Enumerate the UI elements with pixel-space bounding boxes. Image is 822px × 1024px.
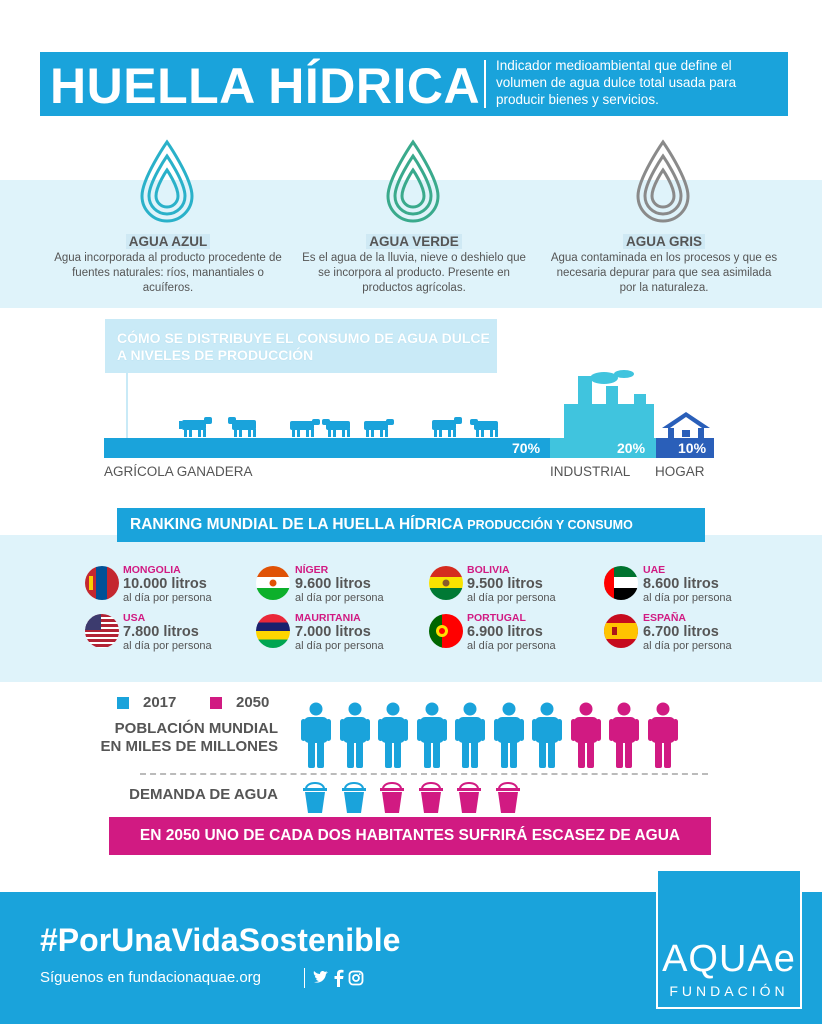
cow-icon — [360, 414, 396, 438]
cow-icon — [428, 414, 464, 438]
bucket-icon — [418, 780, 444, 814]
ranking-item-portugal — [467, 612, 556, 653]
mongolia-flag-icon — [85, 566, 119, 600]
ranking-item-bolivia — [467, 564, 556, 605]
country-name: PORTUGAL — [467, 612, 526, 624]
bucket-icon — [341, 780, 367, 814]
ranking-item-spain — [643, 612, 732, 653]
agricultural-bar — [104, 438, 550, 458]
country-unit: al día por persona — [467, 640, 556, 652]
ranking-item-usa — [123, 612, 212, 653]
country-value: 6.900 litros — [467, 624, 543, 640]
blue-water-label: AGUA AZUL — [58, 234, 278, 249]
industrial-label: INDUSTRIAL — [550, 464, 631, 479]
cow-icon — [322, 414, 358, 438]
country-name: MAURITANIA — [295, 612, 361, 624]
country-name: NÍGER — [295, 564, 329, 576]
scarcity-message: EN 2050 UNO DE CADA DOS HABITANTES SUFRIRÁ ESCASEZ DE AGUA — [139, 827, 681, 844]
ranking-item-mauritania — [295, 612, 384, 653]
green-water-label: AGUA VERDE — [304, 234, 524, 249]
green-water-description: Es el agua de la lluvia, nieve o deshielo que se incorpora al producto. Presente en productos agrícolas. — [302, 252, 526, 294]
country-value: 7.000 litros — [295, 624, 371, 640]
legend-2050-swatch — [210, 697, 222, 709]
uae-flag-icon — [604, 566, 638, 600]
person-icon — [417, 702, 447, 768]
country-unit: al día por persona — [295, 640, 384, 652]
agricultural-percent: 70% — [512, 440, 541, 456]
house-icon — [660, 410, 712, 440]
ranking-title: RANKING MUNDIAL DE LA HUELLA HÍDRICA PRODUCCIÓN Y CONSUMO — [130, 516, 633, 533]
legend-2017-swatch — [117, 697, 129, 709]
instagram-icon[interactable] — [348, 969, 364, 987]
population-label: POBLACIÓN MUNDIAL EN MILES DE MILLONES — [100, 720, 278, 755]
blue-water-drop-icon — [137, 138, 197, 226]
country-unit: al día por persona — [643, 592, 732, 604]
ranking-band — [0, 535, 822, 682]
distribution-pole — [126, 373, 128, 439]
usa-flag-icon — [85, 614, 119, 648]
country-name: BOLIVIA — [467, 564, 510, 576]
bucket-icon — [302, 780, 328, 814]
logo-sub-text: FUNDACIÓN — [669, 983, 789, 999]
facebook-icon[interactable] — [331, 969, 347, 987]
grey-water-label: AGUA GRIS — [554, 234, 774, 249]
country-name: MONGOLIA — [123, 564, 181, 576]
cow-icon — [470, 414, 506, 438]
header-description: Indicador medioambiental que define el volumen de agua dulce total usada para producir bienes y servicios. — [496, 58, 737, 107]
niger-flag-icon — [256, 566, 290, 600]
distribution-title: CÓMO SE DISTRIBUYE EL CONSUMO DE AGUA DULCE A NIVELES DE PRODUCCIÓN — [117, 330, 490, 363]
country-unit: al día por persona — [295, 592, 384, 604]
bucket-icon — [456, 780, 482, 814]
country-name: UAE — [643, 564, 666, 576]
person-icon — [494, 702, 524, 768]
country-unit: al día por persona — [643, 640, 732, 652]
person-icon — [648, 702, 678, 768]
legend-2050-label: 2050 — [236, 694, 270, 711]
bucket-icon — [379, 780, 405, 814]
footer-divider — [304, 968, 305, 988]
blue-water-description: Agua incorporada al producto procedente de fuentes naturales: ríos, manantiales o acuíferos. — [54, 252, 282, 294]
country-unit: al día por persona — [123, 640, 212, 652]
agricultural-label: AGRÍCOLA GANADERA — [104, 464, 253, 479]
industrial-percent: 20% — [617, 440, 646, 456]
country-value: 7.800 litros — [123, 624, 199, 640]
country-value: 9.600 litros — [295, 576, 371, 592]
ranking-item-mongolia — [123, 564, 212, 605]
ranking-item-uae — [643, 564, 732, 605]
factory-icon — [560, 370, 658, 440]
header-divider — [484, 60, 486, 108]
ranking-item-niger — [295, 564, 384, 605]
hashtag: #PorUnaVidaSostenible — [40, 922, 401, 958]
country-value: 6.700 litros — [643, 624, 719, 640]
country-value: 9.500 litros — [467, 576, 543, 592]
person-icon — [532, 702, 562, 768]
green-water-drop-icon — [383, 138, 443, 226]
country-unit: al día por persona — [123, 592, 212, 604]
water-demand-label: DEMANDA DE AGUA — [129, 786, 278, 803]
country-name: ESPAÑA — [643, 612, 686, 624]
follow-link[interactable]: Síguenos en fundacionaquae.org — [40, 969, 262, 986]
home-label: HOGAR — [655, 464, 705, 479]
cow-icon — [178, 414, 214, 438]
person-icon — [609, 702, 639, 768]
bucket-icon — [495, 780, 521, 814]
country-unit: al día por persona — [467, 592, 556, 604]
bolivia-flag-icon — [429, 566, 463, 600]
home-percent: 10% — [678, 440, 707, 456]
dashed-divider — [140, 773, 708, 775]
person-icon — [378, 702, 408, 768]
portugal-flag-icon — [429, 614, 463, 648]
cow-icon — [228, 414, 264, 438]
grey-water-drop-icon — [633, 138, 693, 226]
person-icon — [571, 702, 601, 768]
person-icon — [301, 702, 331, 768]
grey-water-description: Agua contaminada en los procesos y que es necesaria depurar para que sea asimilada por la naturaleza. — [550, 252, 778, 294]
spain-flag-icon — [604, 614, 638, 648]
page-title: HUELLA HÍDRICA — [50, 58, 481, 114]
mauritius-flag-icon — [256, 614, 290, 648]
country-name: USA — [123, 612, 146, 624]
country-value: 10.000 litros — [123, 576, 207, 592]
cow-icon — [286, 414, 322, 438]
country-value: 8.600 litros — [643, 576, 719, 592]
twitter-icon[interactable] — [313, 969, 329, 987]
logo-main-text: AQUAe — [662, 938, 796, 980]
person-icon — [455, 702, 485, 768]
person-icon — [340, 702, 370, 768]
legend-2017-label: 2017 — [143, 694, 177, 711]
